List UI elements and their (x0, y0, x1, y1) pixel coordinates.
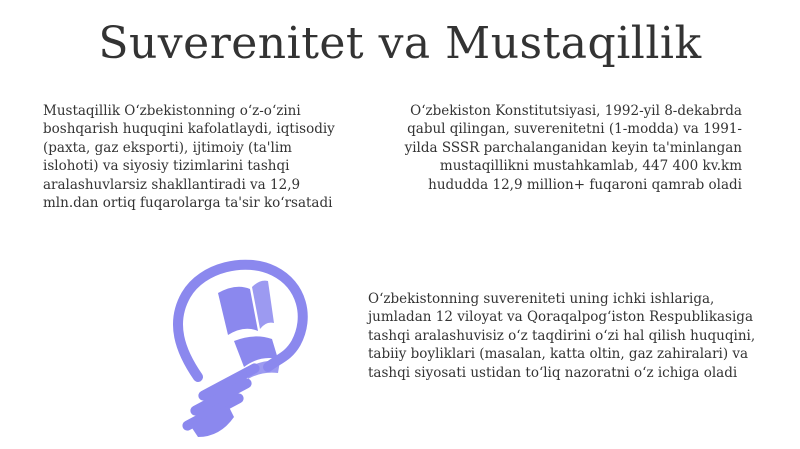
paragraph-left: Mustaqillik O‘zbekistonning o‘z-o‘zini boshqarish huquqini kafolatlaydi, iqtisodiy (paxta, gaz eksporti), ijtimoiy (ta'lim islohoti) va siyosiy tizimlarini tashqi aralashuvlarsiz shakllantiradi va 12,9 mln.dan ortiq fuqarolarga ta'sir ko‘rsatadi (43, 103, 335, 212)
paragraph-right: O‘zbekiston Konstitutsiyasi, 1992-yil 8-dekabrda qabul qilingan, suverenitetni (1-modda) va 1991-yilda SSSR parchalanganidan keyin ta'minlangan mustaqillikni mustahkamlab, 447 400 kv.km hududda 12,9 million+ fuqaroni qamrab oladi (404, 103, 742, 193)
lightbulb-with-book-icon (150, 255, 315, 445)
slide-title: Suverenitet va Mustaqillik (98, 18, 702, 69)
paragraph-bottom: O‘zbekistonning suvereniteti uning ichki ishlariga, jumladan 12 viloyat va Qoraqalpog‘iston Respublikasiga tashqi aralashuvisiz o‘z taqdirini o‘zi hal qilish huquqini, tabiiy boyliklari (masalan, katta oltin, gaz zahiralari) va tashqi siyosati ustidan to‘liq nazoratni o‘z ichiga oladi (368, 291, 756, 381)
